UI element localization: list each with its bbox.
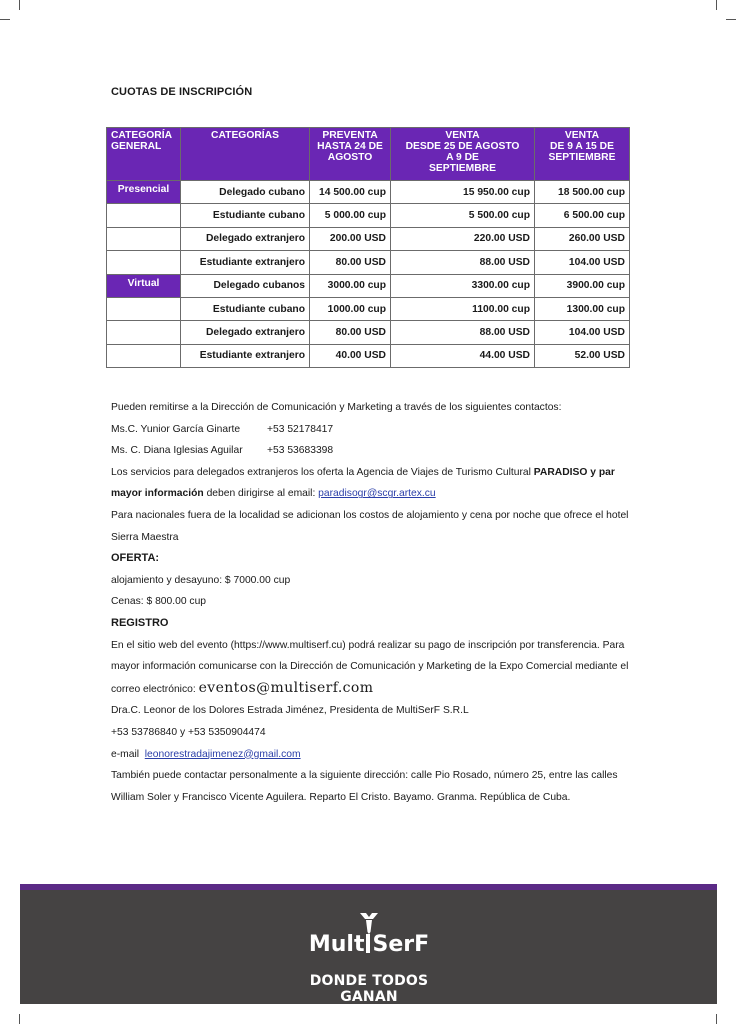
price-cell: 52.00 USD: [535, 344, 630, 367]
offer-heading: OFERTA:: [111, 552, 160, 565]
price-cell: 220.00 USD: [391, 227, 535, 250]
fees-table: [106, 127, 630, 368]
price-cell: 80.00 USD: [310, 321, 391, 344]
category-cell: Delegado cubanos: [181, 274, 310, 297]
contact-information: [111, 397, 631, 808]
logo-text: Mult: [308, 932, 365, 957]
category-cell: Estudiante extranjero: [181, 251, 310, 274]
foreign-delegates-text: [111, 462, 631, 505]
header-line: PREVENTA: [322, 130, 378, 141]
header-line: SEPTIEMBRE: [548, 152, 616, 163]
text-fragment: En el sitio web del evento (https://www.multiserf.cu) podrá realizar su pago de inscripción por transferencia. Para mayor información comunicarse con la Dirección de Comunicación y Marketing de la Expo Comercial mediante el correo electrónico:: [111, 639, 629, 695]
price-cell: 1100.00 cup: [391, 297, 535, 320]
price-cell: 5 500.00 cup: [391, 204, 535, 227]
contact-name: Ms. C. Diana Iglesias Aguilar: [111, 445, 243, 457]
header-line: DE 9 A 15 DE: [550, 141, 614, 152]
header-line: CATEGORÍA: [111, 130, 173, 141]
header-line: CATEGORÍAS: [211, 130, 279, 141]
group-cell-empty: [107, 344, 181, 367]
text-fragment-bold: PARADISO y par mayor información: [111, 466, 615, 500]
president-email-link[interactable]: leonorestradajimenez@gmail.com: [144, 748, 301, 760]
contact-phone: +53 53683398: [267, 445, 334, 457]
category-cell: Estudiante cubano: [181, 204, 310, 227]
price-cell: 40.00 USD: [310, 344, 391, 367]
category-cell: Estudiante extranjero: [181, 344, 310, 367]
group-cell-empty: [107, 321, 181, 344]
table-row: [107, 204, 630, 227]
header-line: HASTA 24 DE: [317, 141, 383, 152]
crop-mark: [716, 0, 717, 10]
email-label: e-mail: [111, 748, 145, 760]
group-cell-empty: [107, 227, 181, 250]
price-cell: 15 950.00 cup: [391, 181, 535, 204]
crop-mark: [19, 1014, 20, 1024]
price-cell: 104.00 USD: [535, 321, 630, 344]
header-sale-1: [391, 128, 535, 181]
price-cell: 44.00 USD: [391, 344, 535, 367]
header-line: SEPTIEMBRE: [429, 163, 496, 174]
category-cell: Delegado extranjero: [181, 321, 310, 344]
table-row: [107, 181, 630, 204]
crop-mark: [726, 19, 736, 20]
table-row: [107, 227, 630, 250]
price-cell: 3300.00 cup: [391, 274, 535, 297]
registro-text: [111, 635, 631, 701]
page-title: CUOTAS DE INSCRIPCIÓN: [111, 86, 253, 98]
price-cell: 104.00 USD: [535, 251, 630, 274]
crop-mark: [19, 0, 20, 10]
group-cell-empty: [107, 251, 181, 274]
price-cell: 3000.00 cup: [310, 274, 391, 297]
table-header-row: [107, 128, 630, 181]
registro-heading: REGISTRO: [111, 616, 169, 629]
price-cell: 260.00 USD: [535, 227, 630, 250]
table-row: [107, 344, 630, 367]
table-row: [107, 251, 630, 274]
text-fragment: Los servicios para delegados extranjeros los oferta la Agencia de Viajes de Turismo Cultural: [111, 466, 534, 478]
crop-mark: [716, 1014, 717, 1024]
president-email-line: [111, 744, 631, 766]
group-cell-presencial: Presencial: [107, 181, 181, 204]
table-row: [107, 321, 630, 344]
header-line: AGOSTO: [327, 152, 373, 163]
offer-item: alojamiento y desayuno: $ 7000.00 cup: [111, 574, 291, 586]
table-row: [107, 297, 630, 320]
logo-text: SerF: [372, 932, 430, 957]
group-cell-empty: [107, 297, 181, 320]
tie-icon: [357, 912, 381, 934]
nationals-text: Para nacionales fuera de la localidad se adicionan los costos de alojamiento y cena por noche que ofrece el hotel Sierra Maestra: [111, 509, 629, 543]
header-line: A 9 DE: [446, 152, 479, 163]
price-cell: 1300.00 cup: [535, 297, 630, 320]
price-cell: 88.00 USD: [391, 321, 535, 344]
footer-accent-bar: [20, 884, 717, 890]
footer: [20, 884, 717, 1004]
paradiso-email-link[interactable]: paradisogr@scgr.artex.cu: [318, 488, 436, 500]
crop-mark: [0, 19, 10, 20]
address-text: También puede contactar personalmente a la siguiente dirección: calle Pio Rosado, número 25, entre las calles William Soler y Francisco Vicente Aguilera. Reparto El Cristo. Bayamo. Granma. República de Cuba.: [111, 770, 618, 803]
text-fragment: deben dirigirse al email:: [203, 488, 319, 500]
header-sale-2: [535, 128, 630, 181]
logo-i-bar: [366, 934, 370, 953]
price-cell: 200.00 USD: [310, 227, 391, 250]
price-cell: 3900.00 cup: [535, 274, 630, 297]
price-cell: 1000.00 cup: [310, 297, 391, 320]
header-categories: [181, 128, 310, 181]
price-cell: 6 500.00 cup: [535, 204, 630, 227]
contact-line: [111, 419, 631, 441]
group-cell-empty: [107, 204, 181, 227]
table-row: [107, 274, 630, 297]
category-cell: Estudiante cubano: [181, 297, 310, 320]
price-cell: 88.00 USD: [391, 251, 535, 274]
contact-name: Ms.C. Yunior García Ginarte: [111, 423, 241, 435]
category-cell: Delegado extranjero: [181, 227, 310, 250]
header-line: DESDE 25 DE AGOSTO: [405, 141, 520, 152]
offer-item: Cenas: $ 800.00 cup: [111, 596, 207, 608]
price-cell: 18 500.00 cup: [535, 181, 630, 204]
header-general-category: [107, 128, 181, 181]
header-presale: [310, 128, 391, 181]
group-cell-virtual: Virtual: [107, 274, 181, 297]
price-cell: 14 500.00 cup: [310, 181, 391, 204]
logo-tagline: DONDE TODOS GANAN: [309, 973, 429, 1005]
contact-line: [111, 440, 631, 462]
header-line: VENTA: [445, 130, 480, 141]
header-line: GENERAL: [111, 141, 162, 152]
president-phones: +53 53786840 y +53 5350904474: [111, 726, 266, 738]
category-cell: Delegado cubano: [181, 181, 310, 204]
price-cell: 80.00 USD: [310, 251, 391, 274]
multiserf-logo: [282, 912, 456, 1005]
event-email: eventos@multiserf.com: [198, 679, 374, 696]
intro-text: Pueden remitirse a la Dirección de Comunicación y Marketing a través de los siguientes contactos:: [111, 402, 562, 413]
logo-wordmark: [282, 932, 456, 957]
header-line: VENTA: [564, 130, 600, 141]
price-cell: 5 000.00 cup: [310, 204, 391, 227]
president-line: Dra.C. Leonor de los Dolores Estrada Jiménez, Presidenta de MultiSerF S.R.L: [111, 705, 469, 717]
contact-phone: +53 52178417: [267, 423, 334, 435]
